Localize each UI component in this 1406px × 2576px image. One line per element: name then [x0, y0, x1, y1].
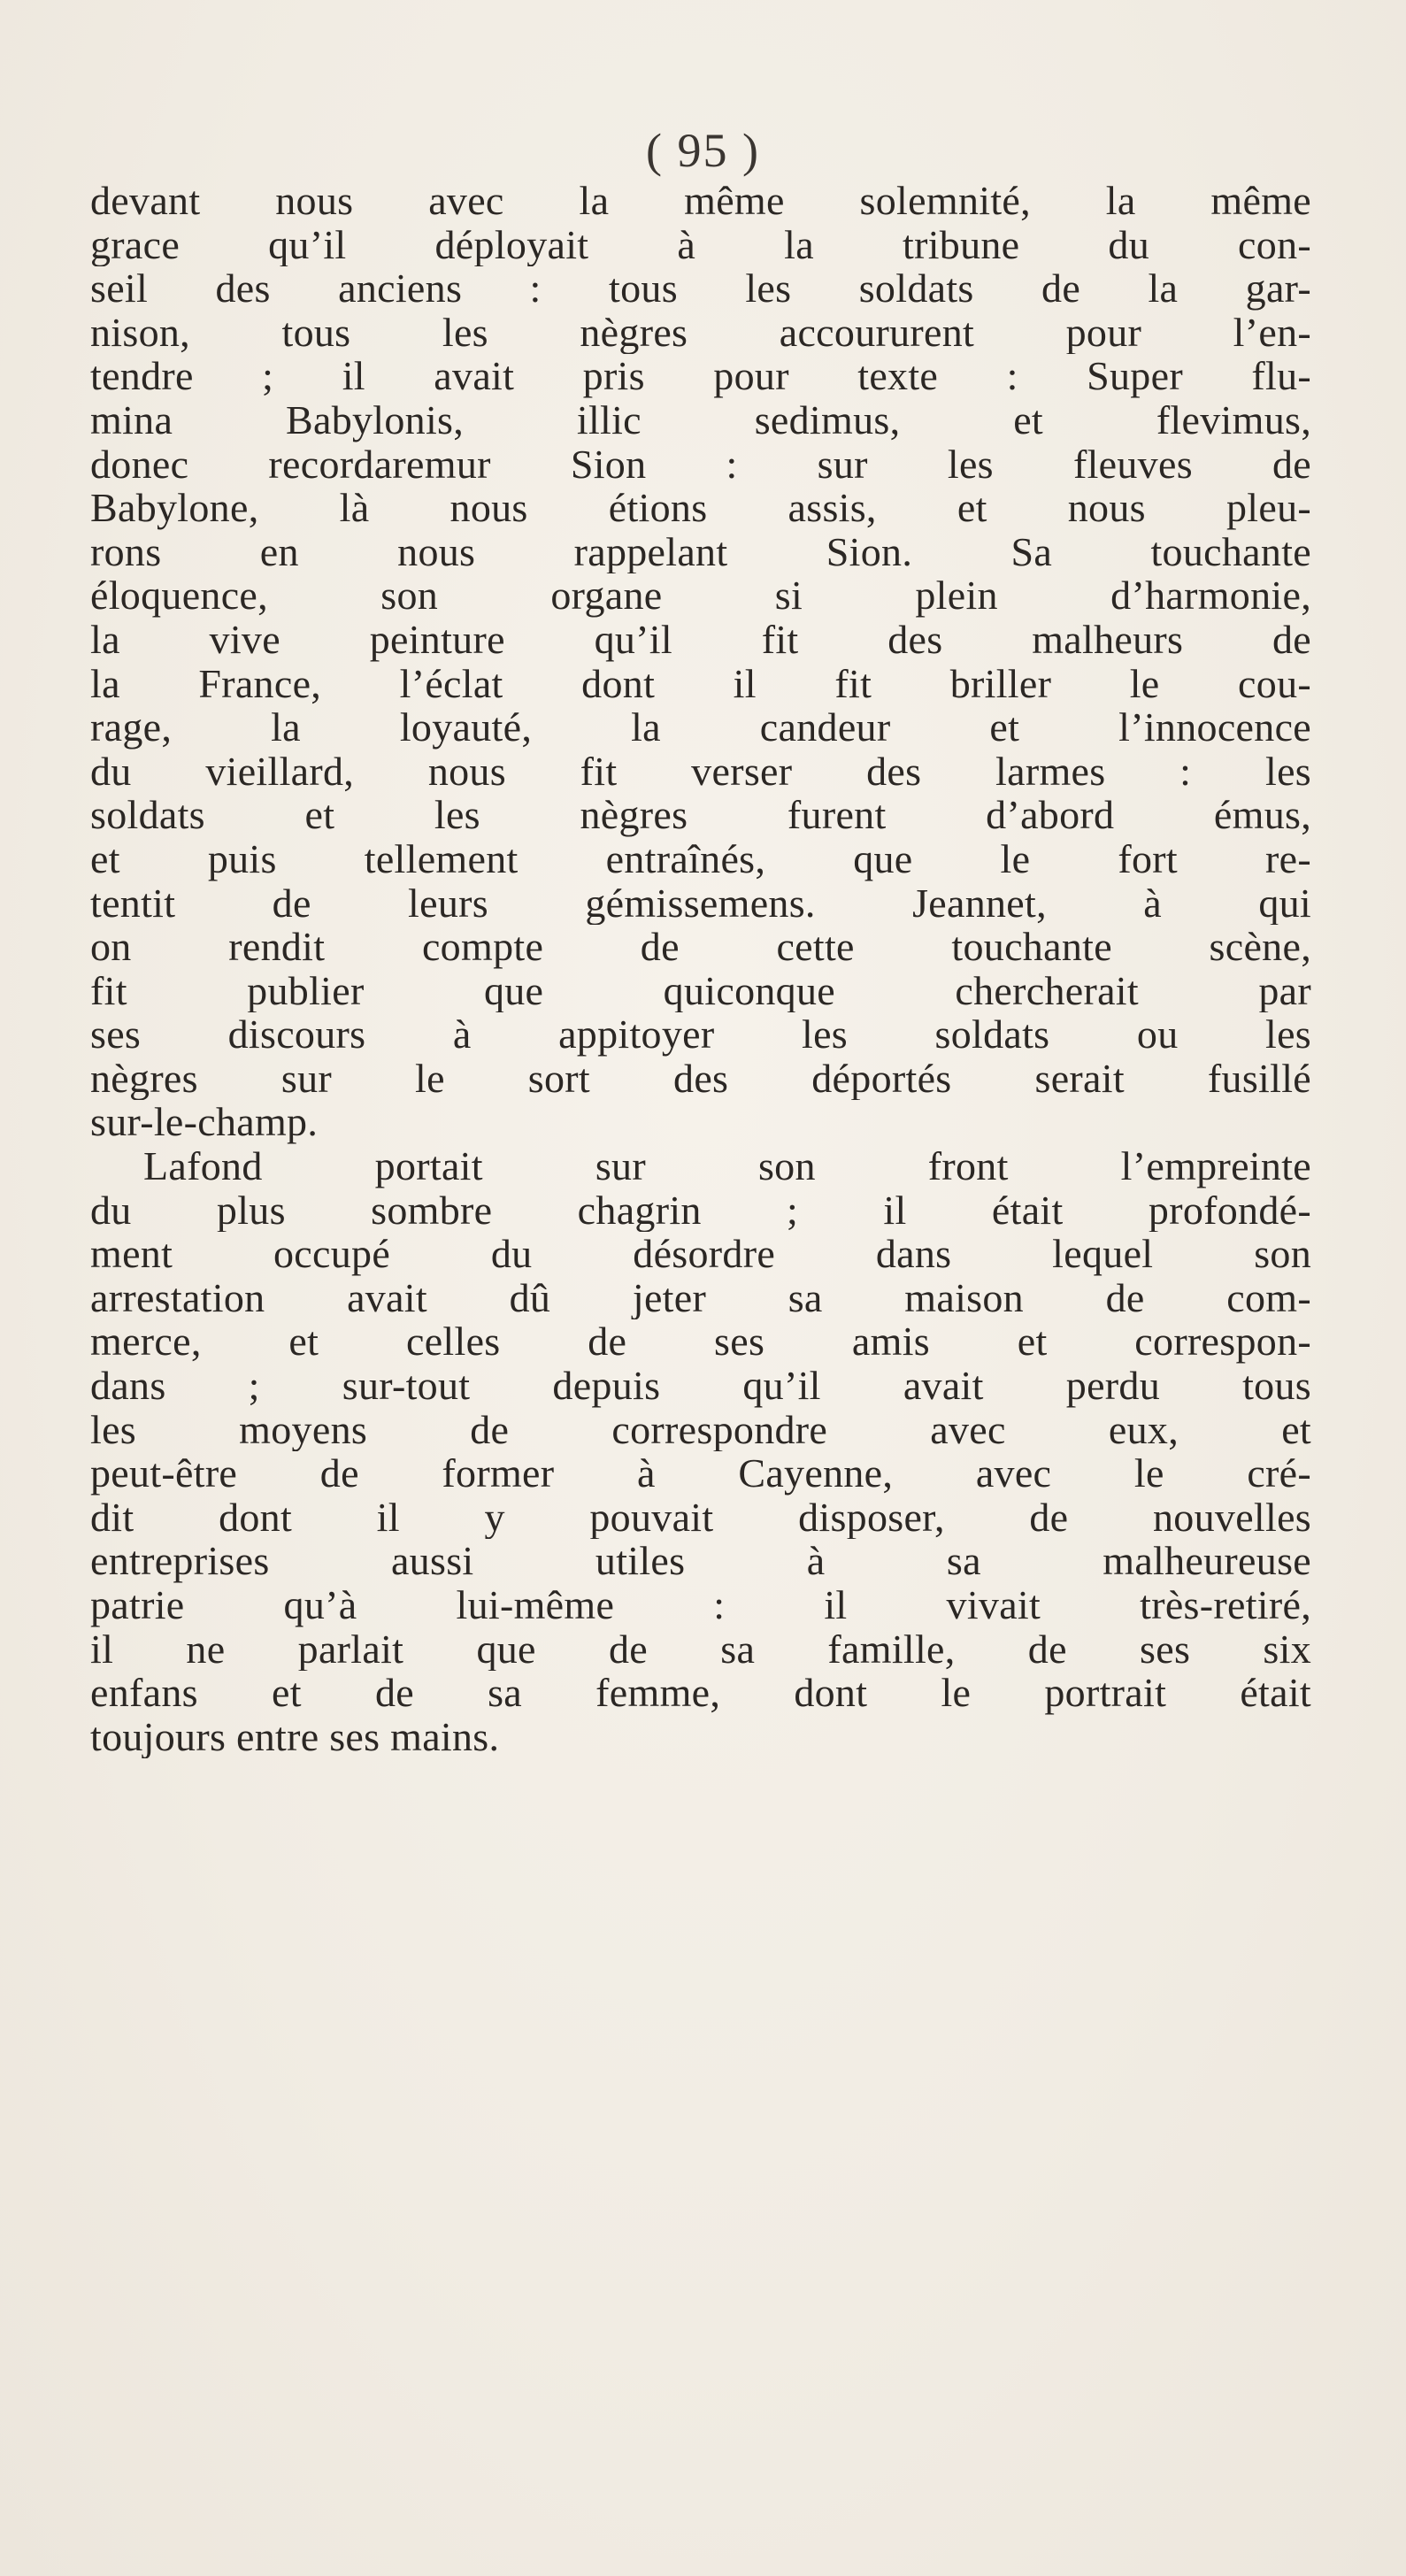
text-line: et puis tellement entraînés, que le fort re- [90, 836, 1311, 881]
text-line: la France, l’éclat dont il fit briller le cou- [90, 661, 1311, 706]
text-line: merce, et celles de ses amis et correspon- [90, 1319, 1311, 1365]
text-line: on rendit compte de cette touchante scène, [90, 925, 1311, 969]
text-line: ment occupé du désordre dans lequel son [90, 1232, 1311, 1276]
text-line: la vive peinture qu’il fit des malheurs de [90, 617, 1311, 662]
text-line: tentit de leurs gémissemens. Jeannet, à qui [90, 880, 1311, 926]
text-line: tendre ; il avait pris pour texte : Super flu- [90, 354, 1311, 398]
text-line: enfans et de sa femme, dont le portrait était [90, 1671, 1311, 1715]
text-line: du plus sombre chagrin ; il était profondé- [90, 1188, 1311, 1233]
text-line: les moyens de correspondre avec eux, et [90, 1407, 1311, 1452]
text-line: Babylone, là nous étions assis, et nous pleu- [90, 486, 1311, 530]
text-line: entreprises aussi utiles à sa malheureuse [90, 1539, 1311, 1583]
text-line: donec recordaremur Sion : sur les fleuves de [90, 442, 1311, 487]
text-line: nison, tous les nègres accoururent pour l’en- [90, 310, 1311, 355]
text-line: rons en nous rappelant Sion. Sa touchante [90, 529, 1311, 574]
text-line: patrie qu’à lui-même : il vivait très-retiré, [90, 1583, 1311, 1627]
text-line: rage, la loyauté, la candeur et l’innocence [90, 705, 1311, 750]
text-line: ses discours à appitoyer les soldats ou les [90, 1012, 1311, 1057]
text-line: soldats et les nègres furent d’abord émus, [90, 793, 1311, 837]
text-line: dans ; sur-tout depuis qu’il avait perdu tous [90, 1364, 1311, 1408]
text-line: peut-être de former à Cayenne, avec le cré- [90, 1451, 1311, 1496]
page-number: ( 95 ) [646, 124, 760, 177]
text-line: du vieillard, nous fit verser des larmes : les [90, 749, 1311, 794]
text-line: toujours entre ses mains. [90, 1714, 500, 1759]
text-line: devant nous avec la même solemnité, la même [90, 179, 1311, 223]
text-line: éloquence, son organe si plein d’harmonie, [90, 573, 1311, 618]
text-line: arrestation avait dû jeter sa maison de com- [90, 1275, 1311, 1320]
body-text [90, 179, 1311, 1758]
text-line: Lafond portait sur son front l’empreinte [143, 1144, 1311, 1188]
text-line: il ne parlait que de sa famille, de ses six [90, 1626, 1311, 1672]
text-line: grace qu’il déployait à la tribune du con- [90, 222, 1311, 267]
text-line: dit dont il y pouvait disposer, de nouvelles [90, 1495, 1311, 1540]
text-line: sur-le-champ. [90, 1100, 319, 1145]
text-line: nègres sur le sort des déportés serait fusillé [90, 1056, 1311, 1101]
text-line: seil des anciens : tous les soldats de la gar- [90, 266, 1311, 311]
text-line: mina Babylonis, illic sedimus, et flevimus, [90, 397, 1311, 442]
text-line: fit publier que quiconque chercherait par [90, 968, 1311, 1013]
